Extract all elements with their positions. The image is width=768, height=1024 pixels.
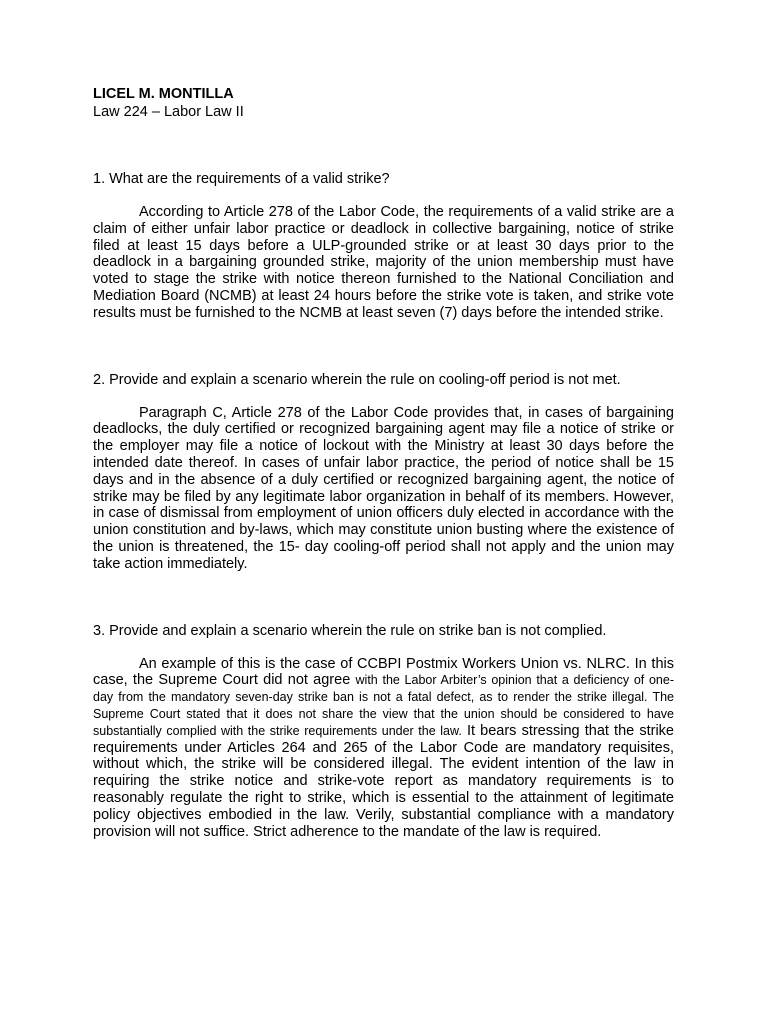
- course-title: Law 224 – Labor Law II: [93, 104, 244, 120]
- answer-3-part-2: with the Labor Arbiter’s opinion that a deficiency of one-day from the mandatory seven-day strike ban is not a fatal defect, as to render the strike illegal. The Supreme Court stated that it does not share the view that the union should be considered to have substantially complied with the strike requirements under the law.: [93, 673, 674, 738]
- answer-1: According to Article 278 of the Labor Code, the requirements of a valid strike are a claim of either unfair labor practice or deadlock in collective bargaining, notice of strike filed at least 15 days before a ULP-grounded strike or at least 30 days prior to the deadlock in a bargaining grounded strike, majority of the union membership must have voted to stage the strike with notice thereon furnished to the National Conciliation and Mediation Board (NCMB) at least 24 hours before the strike vote is taken, and strike vote results must be furnished to the NCMB at least seven (7) days before the intended strike.: [93, 204, 674, 321]
- question-3: 3. Provide and explain a scenario wherein the rule on strike ban is not complied.: [93, 622, 607, 639]
- answer-2: Paragraph C, Article 278 of the Labor Code provides that, in cases of bargaining deadlocks, the duly certified or recognized bargaining agent may file a notice of strike or the employer may file a notice of lockout with the Ministry at least 30 days before the intended date thereof. In cases of unfair labor practice, the period of notice shall be 15 days and in the absence of a duly certified or recognized bargaining agent, the notice of strike may be filed by any legitimate labor organization in behalf of its members. However, in case of dismissal from employment of union officers duly elected in accordance with the union constitution and by-laws, which may constitute union busting where the existence of the union is threatened, the 15- day cooling-off period shall not apply and the union may take action immediately.: [93, 404, 674, 572]
- document-page: [93, 85, 674, 840]
- question-2: 2. Provide and explain a scenario wherein the rule on cooling-off period is not met.: [93, 371, 621, 388]
- author-name: LICEL M. MONTILLA: [93, 86, 234, 102]
- answer-3: [93, 656, 674, 841]
- answer-3-part-1: An example of this is the case of CCBPI Postmix Workers Union vs. NLRC. In this case, the Supreme Court did not agree: [93, 655, 674, 689]
- question-1: 1. What are the requirements of a valid strike?: [93, 171, 390, 187]
- answer-3-part-3: It bears stressing that the strike requirements under Articles 264 and 265 of the Labor Code are mandatory requisites, without which, the strike will be considered illegal. The evident intention of the law in requiring the strike notice and strike-vote report as mandatory requirements is to reasonably regulate the right to strike, which is essential to the attainment of legitimate policy objectives embodied in the law. Verily, substantial compliance with a mandatory provision will not suffice. Strict adherence to the mandate of the law is required.: [93, 722, 674, 840]
